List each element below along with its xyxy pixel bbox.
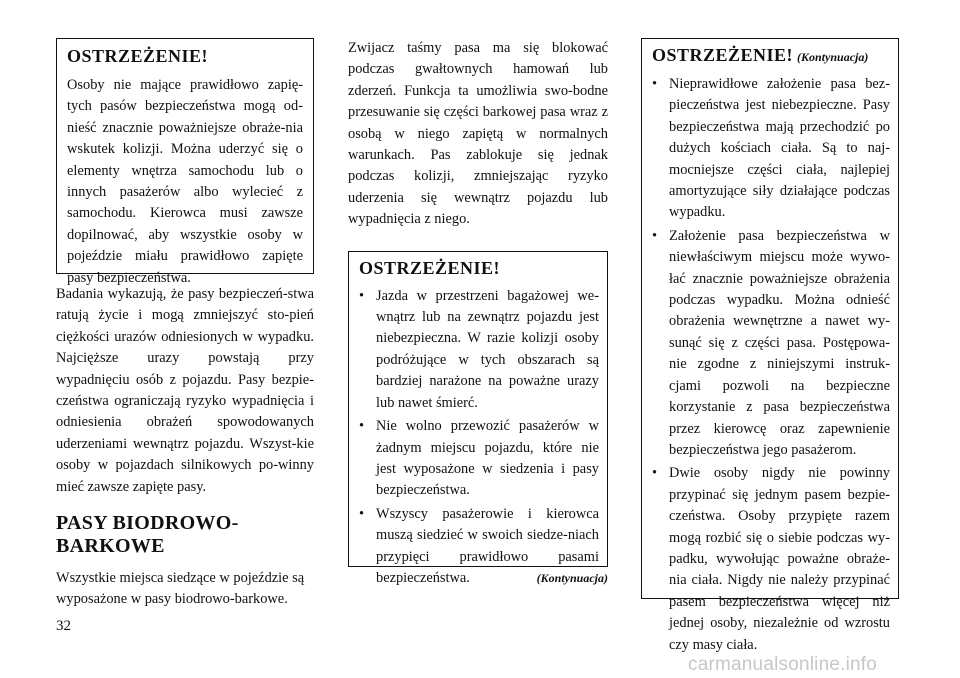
warning-title: OSTRZEŻENIE! bbox=[67, 46, 209, 66]
warning-bullet: • Nie wolno przewozić pasażerów w żadnym miejscu pojazdu, które nie jest wyposażone w siedzenia i pasy bezpieczeństwa. bbox=[359, 418, 599, 499]
middle-column bbox=[348, 38, 608, 586]
warning-box-continued bbox=[641, 38, 899, 653]
right-column bbox=[641, 38, 899, 653]
warning-bullet: • Dwie osoby nigdy nie powinny przypinać się jednym pasem bezpie-czeństwa. Osoby przypięte razem mogą rozbić się o siebie podczas wy-padku, wywołując poważne obraże-nia ciała. Nigdy nie należy przypinać pasem bezpieczeństwa więcej niż jednej osoby, niezależnie od wzrostu czy masy ciała. bbox=[652, 465, 890, 653]
warning-text: Osoby nie mające prawidłowo zapię-tych pasów bezpieczeństwa mogą od-nieść znacznie poważniejsze obraże-nia wskutek kolizji. Można uderzyć się o elementy wnętrza samochodu lub o innych pasażerów albo wylecieć z samochodu. Kierowca musi zawsze dopilnować, aby wszystkie osoby w pojeździe miału prawidłowo zapięte pasy bezpieczeństwa. bbox=[67, 77, 303, 286]
warning-bullet: • Wszyscy pasażerowie i kierowca muszą siedzieć w swoich siedze-niach przypięci prawidłowo pasami bezpieczeństwa. bbox=[359, 505, 599, 586]
section-heading: PASY BIODROWO-BARKOWE bbox=[56, 512, 239, 558]
left-column bbox=[56, 38, 314, 611]
warning-box-seatbelts bbox=[56, 38, 314, 286]
warning-bullet: • Jazda w przestrzeni bagażowej we-wnątrz lub na zewnątrz pojazdu jest niebezpieczna. W razie kolizji osoby podróżujące w tych obszarach są bardziej narażone na poważne urazy lub nawet śmierć. bbox=[359, 287, 599, 411]
continued-label: (Kontynuacja) bbox=[536, 570, 608, 585]
warning-bullet-list bbox=[359, 286, 599, 590]
warning-bullet-list bbox=[652, 74, 890, 656]
warning-bullet: • Nieprawidłowe założenie pasa bez-pieczeństwa jest niebezpieczne. Pasy bezpieczeństwa mają przechodzić po dużych kościach ciała. Są to naj-mocniejsze części ciała, najlepiej amortyzujące siły działające podczas wypadku. bbox=[652, 76, 890, 221]
page-number: 32 bbox=[56, 618, 71, 634]
warning-title: OSTRZEŻENIE! (Kontynuacja) bbox=[652, 45, 869, 65]
watermark: carmanualsonline.info bbox=[688, 654, 878, 675]
research-paragraph: Badania wykazują, że pasy bezpieczeń-stwa ratują życie i mogą zmniejszyć sto-pień ciężkości urazów odniesionych w wypadku. Najcięższe urazy powstają przy wypadnięciu osób z pojazdu. Pasy bezpie-czeństwa ograniczają ryzyko wypadnięcia i odniesienia obrażeń spowodowanych uderzeniami wewnątrz pojazdu. Wszyst-kie osoby w pojazdach silnikowych po-winny mieć zawsze zapięte pasy. bbox=[56, 286, 314, 495]
continued-tag: (Kontynuacja) bbox=[797, 50, 869, 64]
warning-bullet: • Założenie pasa bezpieczeństwa w niewłaściwym miejscu może wywo-łać znacznie poważniejsze obrażenia podczas wypadku. Można odnieść obrażenia wewnętrzne a nawet wy-sunąć się z części pasa. Postępowa-nie zgodne z niniejszymi instruk-cjami pozwoli na bezpieczne korzystanie z pasa bezpieczeństwa przez kierowcę oraz zapewnienie bezpieczeństwa jego pasażerom. bbox=[652, 227, 890, 458]
retractor-paragraph: Zwijacz taśmy pasa ma się blokować podczas gwałtownych hamowań lub zderzeń. Funkcja ta umożliwia swo-bodne przesuwanie się części barkowej pasa wraz z osobą w niego zapiętą w normalnych warunkach. Pas zablokuje się jednak podczas kolizji, zmniejszając ryzyko uderzenia się wewnątrz pojazdu lub wypadnięcia z niego. bbox=[348, 40, 608, 228]
section-intro-paragraph: Wszystkie miejsca siedzące w pojeździe są wyposażone w pasy biodrowo-barkowe. bbox=[56, 570, 305, 608]
warning-title: OSTRZEŻENIE! bbox=[359, 257, 501, 278]
